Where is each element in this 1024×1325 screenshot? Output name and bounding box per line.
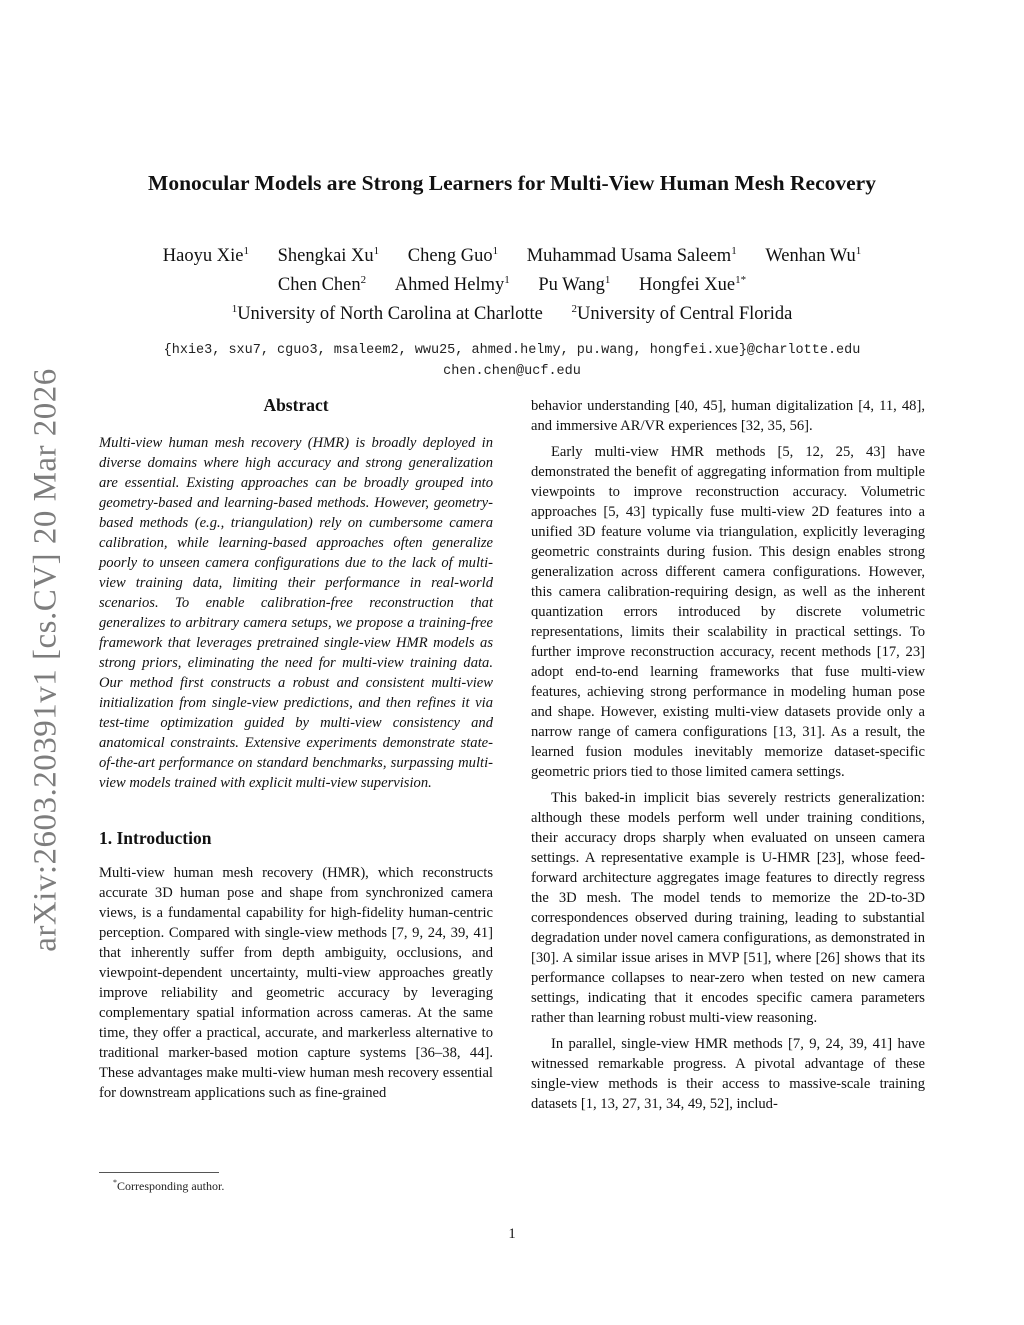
right-column [531,396,925,1114]
paragraph-continuation: behavior understanding [40, 45], human digitalization [4, 11, 48], and immersive AR/VR experiences [32, 35, 56]. [531,398,925,434]
author-row-1 [0,239,1024,268]
arxiv-identifier: arXiv:2603.20391v1 [cs.CV] 20 Mar 2026 [27,368,64,952]
author: Muhammad Usama Saleem$^1$ [526,245,737,267]
footnote-divider [99,1172,219,1173]
section-heading: 1. Introduction [99,828,212,848]
author: Chen Chen$^2$ [277,274,367,296]
paper-title: Monocular Models are Strong Learners for Multi-View Human Mesh Recovery [148,171,876,195]
abstract-heading: Abstract [263,395,329,415]
author: Shengkai Xu$^1$ [277,245,380,267]
left-column [99,394,493,1103]
author-row-2 [0,268,1024,297]
author: Haoyu Xie$^1$ [162,245,249,267]
author: Pu Wang$^1$ [538,274,611,296]
author: Ahmed Helmy$^1$ [394,274,510,296]
author: Hongfei Xue$^{1*}$ [639,274,747,296]
author: Wenhan Wu$^1$ [765,245,862,267]
paragraph: In parallel, single-view HMR methods [7, 9, 24, 39, 41] have witnessed remarkable progress. A pivotal advantage of these single-view methods is their access to massive-scale training datasets [1, 13, 27, 31, 34, 49, 52], includ- [531,1036,925,1112]
page-number: 1 [508,1226,516,1242]
author-block [0,239,1024,326]
paragraph: Early multi-view HMR methods [5, 12, 25, 43] have demonstrated the benefit of aggregating information from multiple viewpoints to improve reconstruction accuracy. Volumetric approaches [5, 43] typically fuse multi-view 2D features into a unified 3D feature volume via triangulation, explicitly leveraging geometric constraints during fusion. This design enables strong generalization across different camera configurations. However, this camera calibration-requiring design, as well as the inherent quantization errors introduced by discrete volumetric representations, limits their scalability in practical settings. To further improve reconstruction accuracy, recent methods [17, 23] adopt end-to-end learning frameworks that fuse multi-view features, achieving strong performance in modeling human pose and shape. However, existing multi-view datasets provide only a narrow range of camera configurations [13, 31]. As a result, the learned fusion modules inevitably memorize dataset-specific geometric priors tied to those limited camera settings. [531,444,925,780]
affiliation: $^2$University of Central Florida [571,303,793,325]
affiliations [0,297,1024,326]
author: Cheng Guo$^1$ [407,245,499,267]
email-block [0,340,1024,382]
footnote: *Corresponding author. [113,1178,225,1193]
email-line: chen.chen@ucf.edu [443,364,581,379]
paragraph: This baked-in implicit bias severely restricts generalization: although these models perform well under training conditions, their accuracy drops sharply when evaluated on unseen camera settings. A representative example is U-HMR [23], whose feed-forward architecture aggregates image features to directly regress the 3D mesh. The model tends to memorize the 2D-to-3D correspondences observed during training, leading to substantial degradation under novel camera configurations, as demonstrated in [30]. A similar issue arises in MVP [51], where [26] shows that its performance collapses to near-zero when tested on new camera settings, indicating that it encodes specific camera parameters rather than learning robust multi-view reasoning. [531,790,925,1026]
affiliation: $^1$University of North Carolina at Charlotte [231,303,543,325]
email-line: {hxie3, sxu7, cguo3, msaleem2, wwu25, ahmed.helmy, pu.wang, hongfei.xue}@charlotte.edu [163,343,861,358]
intro-paragraph: Multi-view human mesh recovery (HMR), which reconstructs accurate 3D human pose and shape from synchronized camera views, is a fundamental capability for high-fidelity human-centric perception. Compared with single-view methods [7, 9, 24, 39, 41] that inherently suffer from depth ambiguity, occlusions, and viewpoint-dependent uncertainty, multi-view approaches greatly improve reliability and geometric accuracy by leveraging complementary spatial information across cameras. At the same time, they offer a practical, accurate, and markerless alternative to traditional marker-based motion capture systems [36–38, 44]. These advantages make multi-view human mesh recovery essential for downstream applications such as fine-grained [99,865,493,1101]
abstract-text: Multi-view human mesh recovery (HMR) is broadly deployed in diverse domains where high accuracy and strong generalization are essential. Existing approaches can be broadly grouped into geometry-based and learning-based methods. However, geometry-based methods (e.g., triangulation) rely on cumbersome camera calibration, while learning-based approaches often generalize poorly to unseen camera configurations due to the lack of multi-view training data, limiting their performance in real-world scenarios. To enable calibration-free reconstruction that generalizes to arbitrary camera setups, we propose a training-free framework that leverages pretrained single-view HMR models as strong priors, eliminating the need for multi-view training data. Our method first constructs a robust and consistent multi-view initialization from single-view predictions, and then refines it via test-time optimization guided by multi-view consistency and anatomical constraints. Extensive experiments demonstrate state-of-the-art performance on standard benchmarks, surpassing multi-view models trained with explicit multi-view supervision. [99,435,493,791]
